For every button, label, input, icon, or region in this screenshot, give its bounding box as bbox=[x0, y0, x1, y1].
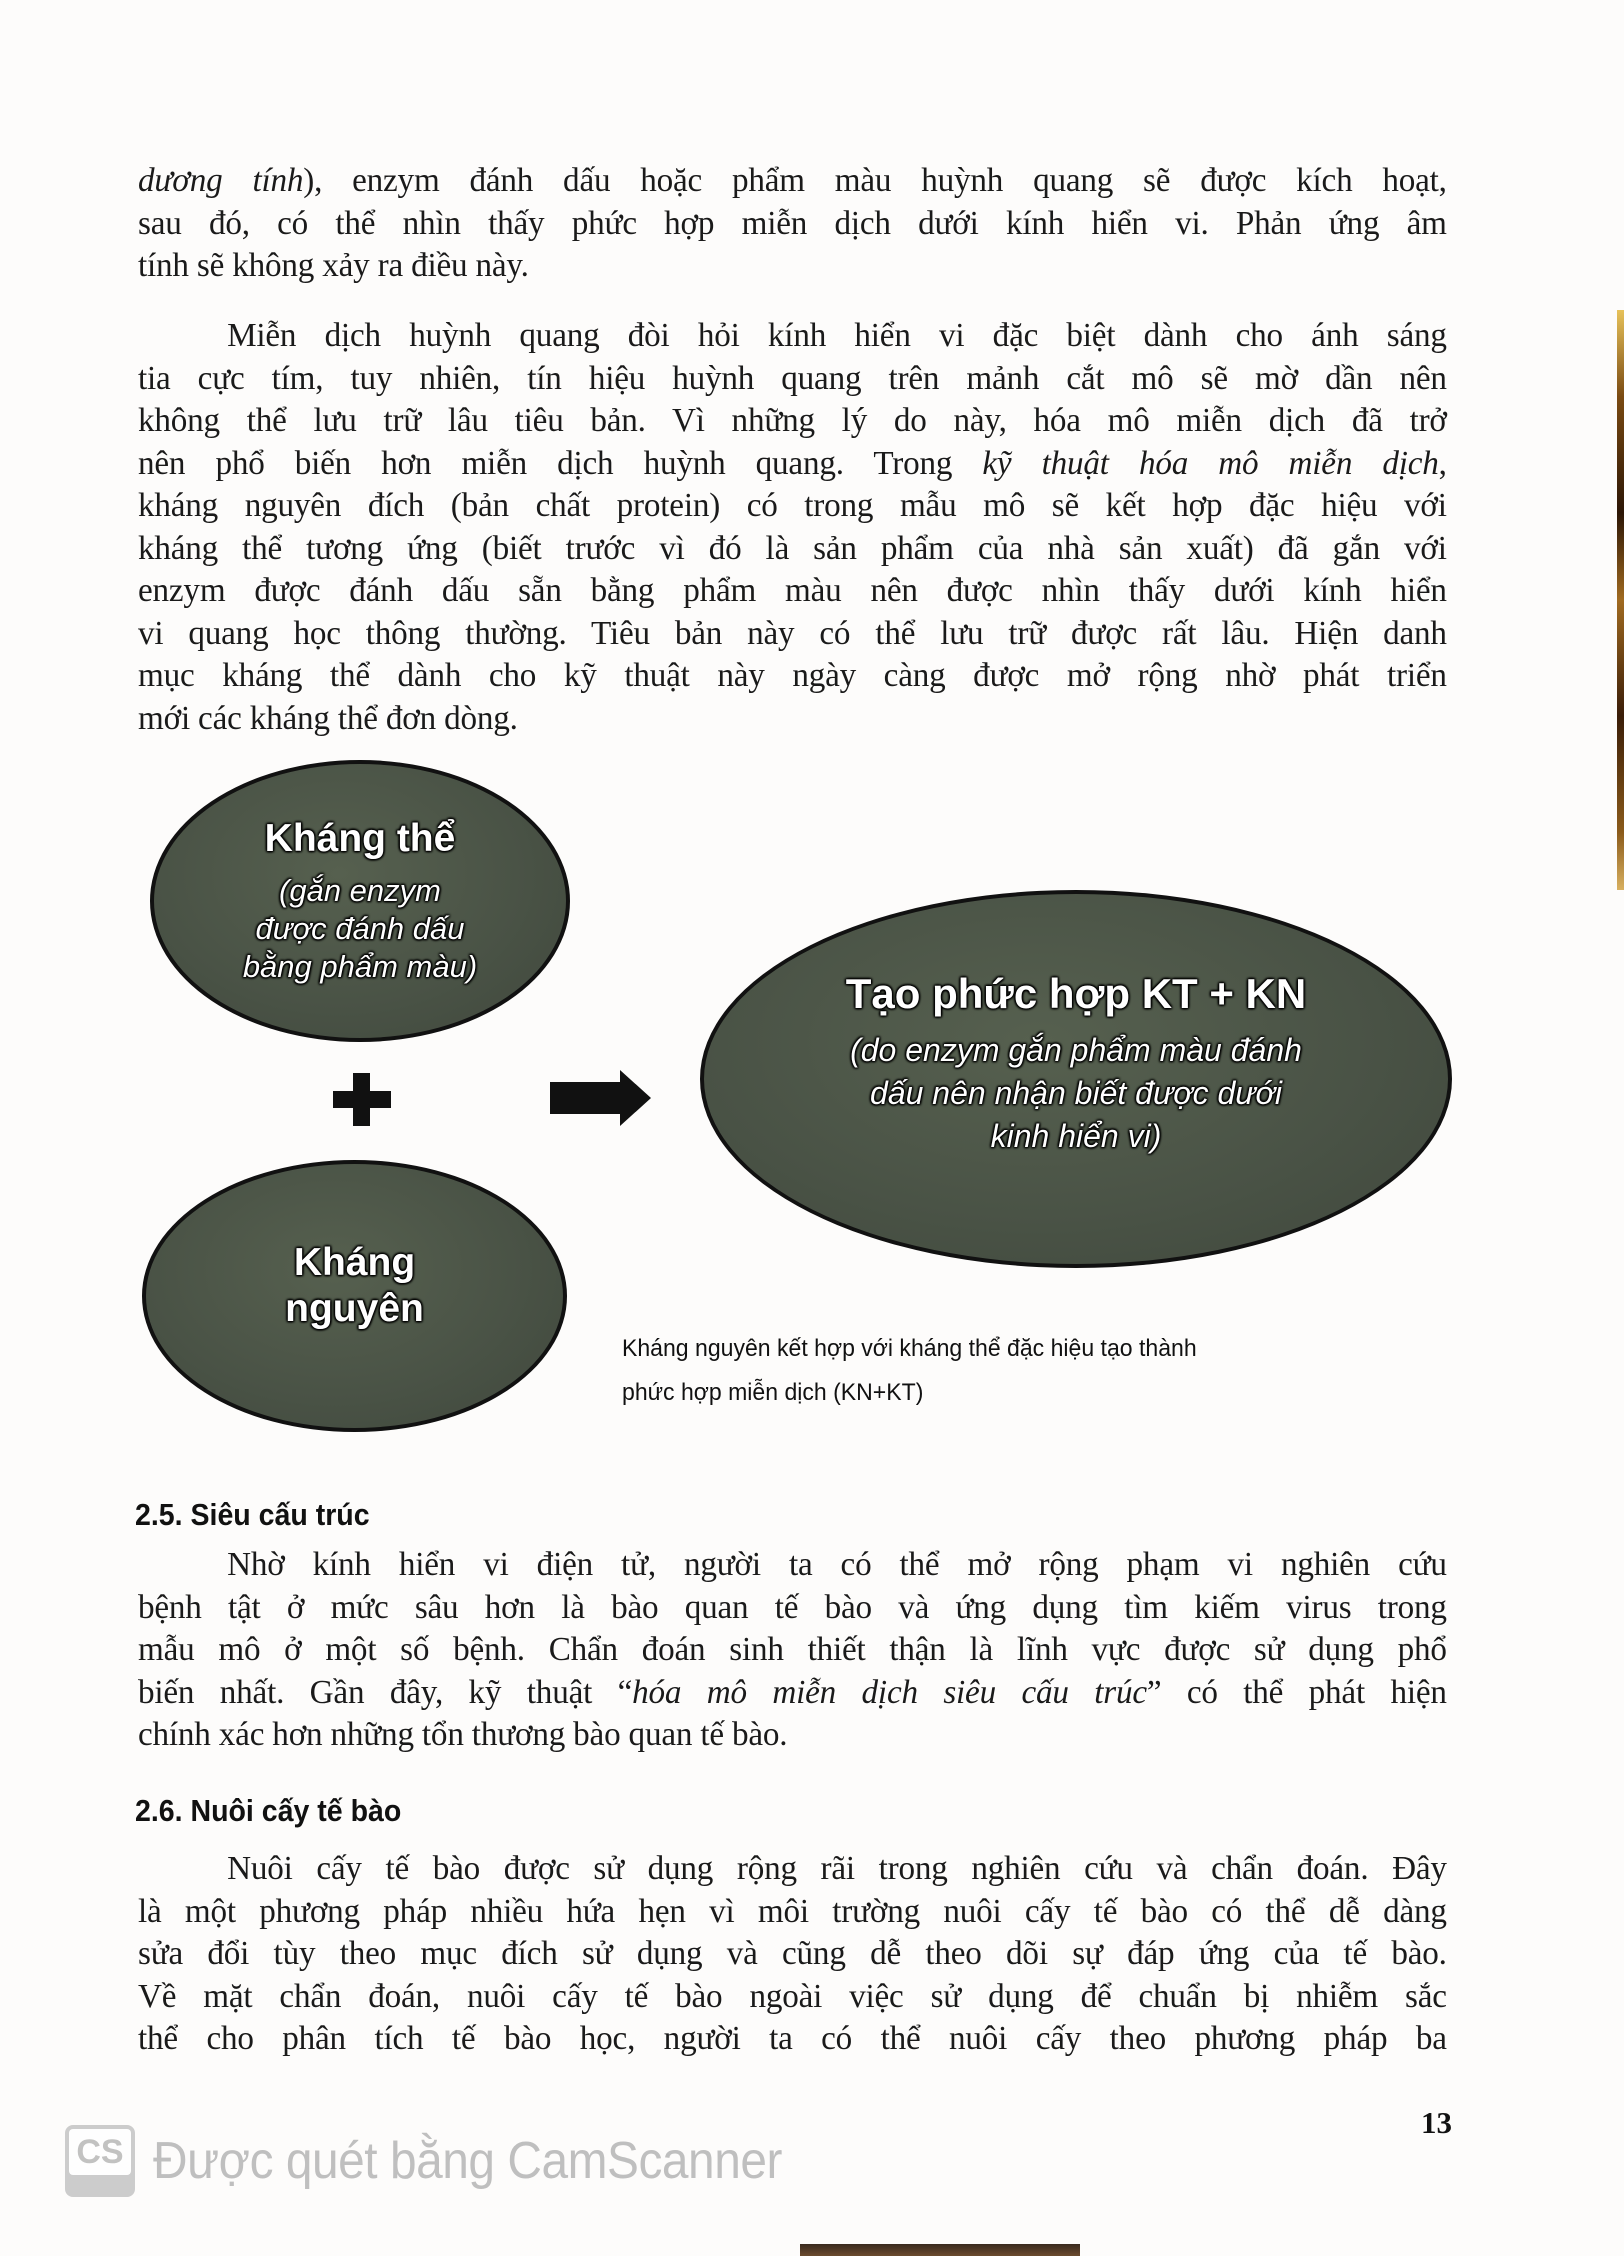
text-line: mới các kháng thể đơn dòng. bbox=[138, 699, 518, 737]
complex-ellipse bbox=[700, 890, 1452, 1268]
text-line: Nuôi cấy tế bào được sử dụng rộng rãi trong nghiên cứu và chẩn đoán. Đây bbox=[227, 1850, 1447, 1887]
text-line: kháng thể tương ứng (biết trước vì đó là sản phẩm của nhà sản xuất) đã gắn với bbox=[138, 529, 1447, 567]
text-line: nên phổ biến hơn miễn dịch huỳnh quang. Trong kỹ thuật hóa mô miễn dịch, bbox=[138, 444, 1447, 482]
complex-sub-line: dấu nên nhận biết được dưới bbox=[870, 1074, 1282, 1111]
complex-title: Tạo phức hợp KT + KN bbox=[845, 969, 1307, 1017]
text-line: dương tính), enzym đánh dấu hoặc phẩm màu huỳnh quang sẽ được kích hoạt, bbox=[138, 162, 1447, 199]
complex-sub-line: kinh hiển vi) bbox=[990, 1117, 1162, 1154]
antigen-title-line: Kháng bbox=[293, 1241, 416, 1284]
bottom-shadow bbox=[800, 2244, 1080, 2256]
paragraph-2 bbox=[138, 315, 1447, 740]
antigen-ellipse bbox=[142, 1160, 567, 1432]
text-line: enzym được đánh dấu sẵn bằng phẩm màu nên được nhìn thấy dưới kính hiển bbox=[138, 572, 1447, 609]
text-line: sau đó, có thể nhìn thấy phức hợp miễn dịch dưới kính hiển vi. Phản ứng âm bbox=[138, 204, 1447, 242]
complex-sub-line: (do enzym gắn phẩm màu đánh bbox=[850, 1031, 1302, 1068]
antigen-title-line: nguyên bbox=[285, 1287, 424, 1330]
section-2-5-body bbox=[138, 1544, 1447, 1757]
text-line: chính xác hơn những tổn thương bào quan tế bào. bbox=[138, 1716, 788, 1753]
paragraph-1 bbox=[138, 160, 1447, 288]
antibody-ellipse bbox=[150, 760, 570, 1042]
book-edge-strip bbox=[1617, 310, 1624, 890]
camscanner-logo-icon: CS bbox=[65, 2125, 135, 2197]
text-line: thể cho phân tích tế bào học, người ta có thể nuôi cấy theo phương pháp ba bbox=[138, 2020, 1447, 2057]
text-line: là một phương pháp nhiều hứa hẹn vì môi trường nuôi cấy tế bào có thể dễ dàng bbox=[138, 1892, 1447, 1930]
text-line: mục kháng thể dành cho kỹ thuật này ngày càng được mở rộng nhờ phát triển bbox=[138, 657, 1447, 694]
text-line: tính sẽ không xảy ra điều này. bbox=[138, 247, 529, 284]
section-heading-2-5: 2.5. Siêu cấu trúc bbox=[135, 1497, 370, 1532]
antibody-sub-line: bằng phẩm màu) bbox=[242, 949, 478, 984]
antibody-sub-line: được đánh dấu bbox=[255, 911, 465, 946]
watermark-text: Được quét bằng CamScanner bbox=[153, 2132, 782, 2190]
text-line: Nhờ kính hiển vi điện tử, người ta có thể mở rộng phạm vi nghiên cứu bbox=[227, 1546, 1447, 1583]
plus-icon bbox=[333, 1073, 391, 1126]
caption-line: phức hợp miễn dịch (KN+KT) bbox=[622, 1379, 924, 1406]
section-2-6-body bbox=[138, 1848, 1447, 2061]
camscanner-watermark bbox=[65, 2125, 837, 2197]
text-line: vi quang học thông thường. Tiêu bản này có thể lưu trữ được rất lâu. Hiện danh bbox=[138, 614, 1447, 652]
text-line: không thể lưu trữ lâu tiêu bản. Vì những lý do này, hóa mô miễn dịch đã trở bbox=[138, 402, 1447, 439]
arrow-right-icon bbox=[550, 1070, 652, 1126]
text-line: Về mặt chẩn đoán, nuôi cấy tế bào ngoài việc sử dụng để chuẩn bị nhiễm sắc bbox=[138, 1977, 1447, 2015]
text-line: Miễn dịch huỳnh quang đòi hỏi kính hiển vi đặc biệt dành cho ánh sáng bbox=[227, 317, 1447, 354]
text-line: biến nhất. Gần đây, kỹ thuật “hóa mô miễn dịch siêu cấu trúc” có thể phát hiện bbox=[138, 1673, 1447, 1711]
page-number: 13 bbox=[1421, 2105, 1452, 2140]
section-heading-2-6: 2.6. Nuôi cấy tế bào bbox=[135, 1793, 402, 1828]
caption-line: Kháng nguyên kết hợp với kháng thể đặc hiệu tạo thành bbox=[622, 1335, 1197, 1362]
text-line: sửa đổi tùy theo mục đích sử dụng và cũng dễ theo dõi sự đáp ứng của tế bào. bbox=[138, 1935, 1447, 1972]
text-line: mẫu mô ở một số bệnh. Chẩn đoán sinh thiết thận là lĩnh vực được sử dụng phổ bbox=[138, 1631, 1447, 1668]
text-line: kháng nguyên đích (bản chất protein) có trong mẫu mô sẽ kết hợp đặc hiệu với bbox=[138, 487, 1447, 524]
antibody-sub-line: (gắn enzym bbox=[279, 873, 441, 908]
text-line: bệnh tật ở mức sâu hơn là bào quan tế bào và ứng dụng tìm kiếm virus trong bbox=[138, 1588, 1447, 1626]
text-line: tia cực tím, tuy nhiên, tín hiệu huỳnh quang trên mảnh cắt mô sẽ mờ dần nên bbox=[138, 359, 1447, 397]
antibody-title: Kháng thể bbox=[264, 817, 456, 860]
diagram-caption bbox=[622, 1327, 1197, 1415]
